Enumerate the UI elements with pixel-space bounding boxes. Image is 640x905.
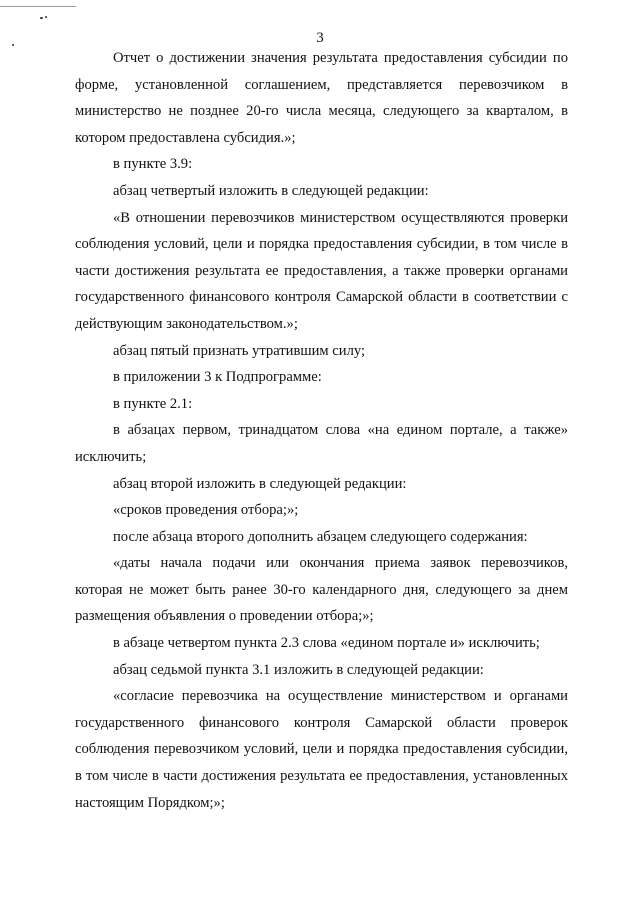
paragraph: в абзаце четвертом пункта 2.3 слова «едином портале и» исключить; <box>113 635 540 652</box>
paragraph: «согласие перевозчика на осуществление министерством и органами государственного финансового контроля Самарской области проверок соблюдения перевозчиком условий, цели и порядка предоставления субсидии, в том числе в части достижения результата ее предоставления, установленных настоящим Порядком;»; <box>75 688 568 811</box>
scan-speck <box>45 16 47 18</box>
scan-speck <box>40 17 43 19</box>
paragraph: в пункте 3.9: <box>113 156 193 173</box>
paragraph: в абзацах первом, тринадцатом слова «на едином портале, а также» исключить; <box>75 422 568 465</box>
paragraph: Отчет о достижении значения результата предоставления субсидии по форме, установленной соглашением, представляется перевозчиком в министерство не позднее 20-го числа месяца, следующего за кварталом, в котором предоставлена субсидия.»; <box>75 50 568 146</box>
page-number: 3 <box>316 30 324 46</box>
paragraph: «даты начала подачи или окончания приема заявок перевозчиков, которая не может быть ранее 30-го календарного дня, следующего за днем размещения объявления о проведении отбора;»; <box>75 555 568 625</box>
paragraph: в пункте 2.1: <box>113 395 193 412</box>
paragraph: «В отношении перевозчиков министерством осуществляются проверки соблюдения условий, цели и порядка предоставления субсидии, в том числе в части достижения результата ее предоставления, а также проверки органами государственного финансового контроля Самарской области в соответствии с действующим законодательством.»; <box>75 209 568 332</box>
paragraph: после абзаца второго дополнить абзацем следующего содержания: <box>113 528 528 545</box>
scan-edge-line <box>0 6 76 7</box>
paragraph: абзац седьмой пункта 3.1 изложить в следующей редакции: <box>113 661 484 678</box>
paragraph: абзац второй изложить в следующей редакции: <box>113 475 407 492</box>
paragraph: абзац пятый признать утратившим силу; <box>113 342 366 359</box>
paragraph: «сроков проведения отбора;»; <box>113 502 299 519</box>
document-body <box>75 45 568 816</box>
paragraph: в приложении 3 к Подпрограмме: <box>113 369 322 386</box>
paragraph: абзац четвертый изложить в следующей редакции: <box>113 182 429 199</box>
